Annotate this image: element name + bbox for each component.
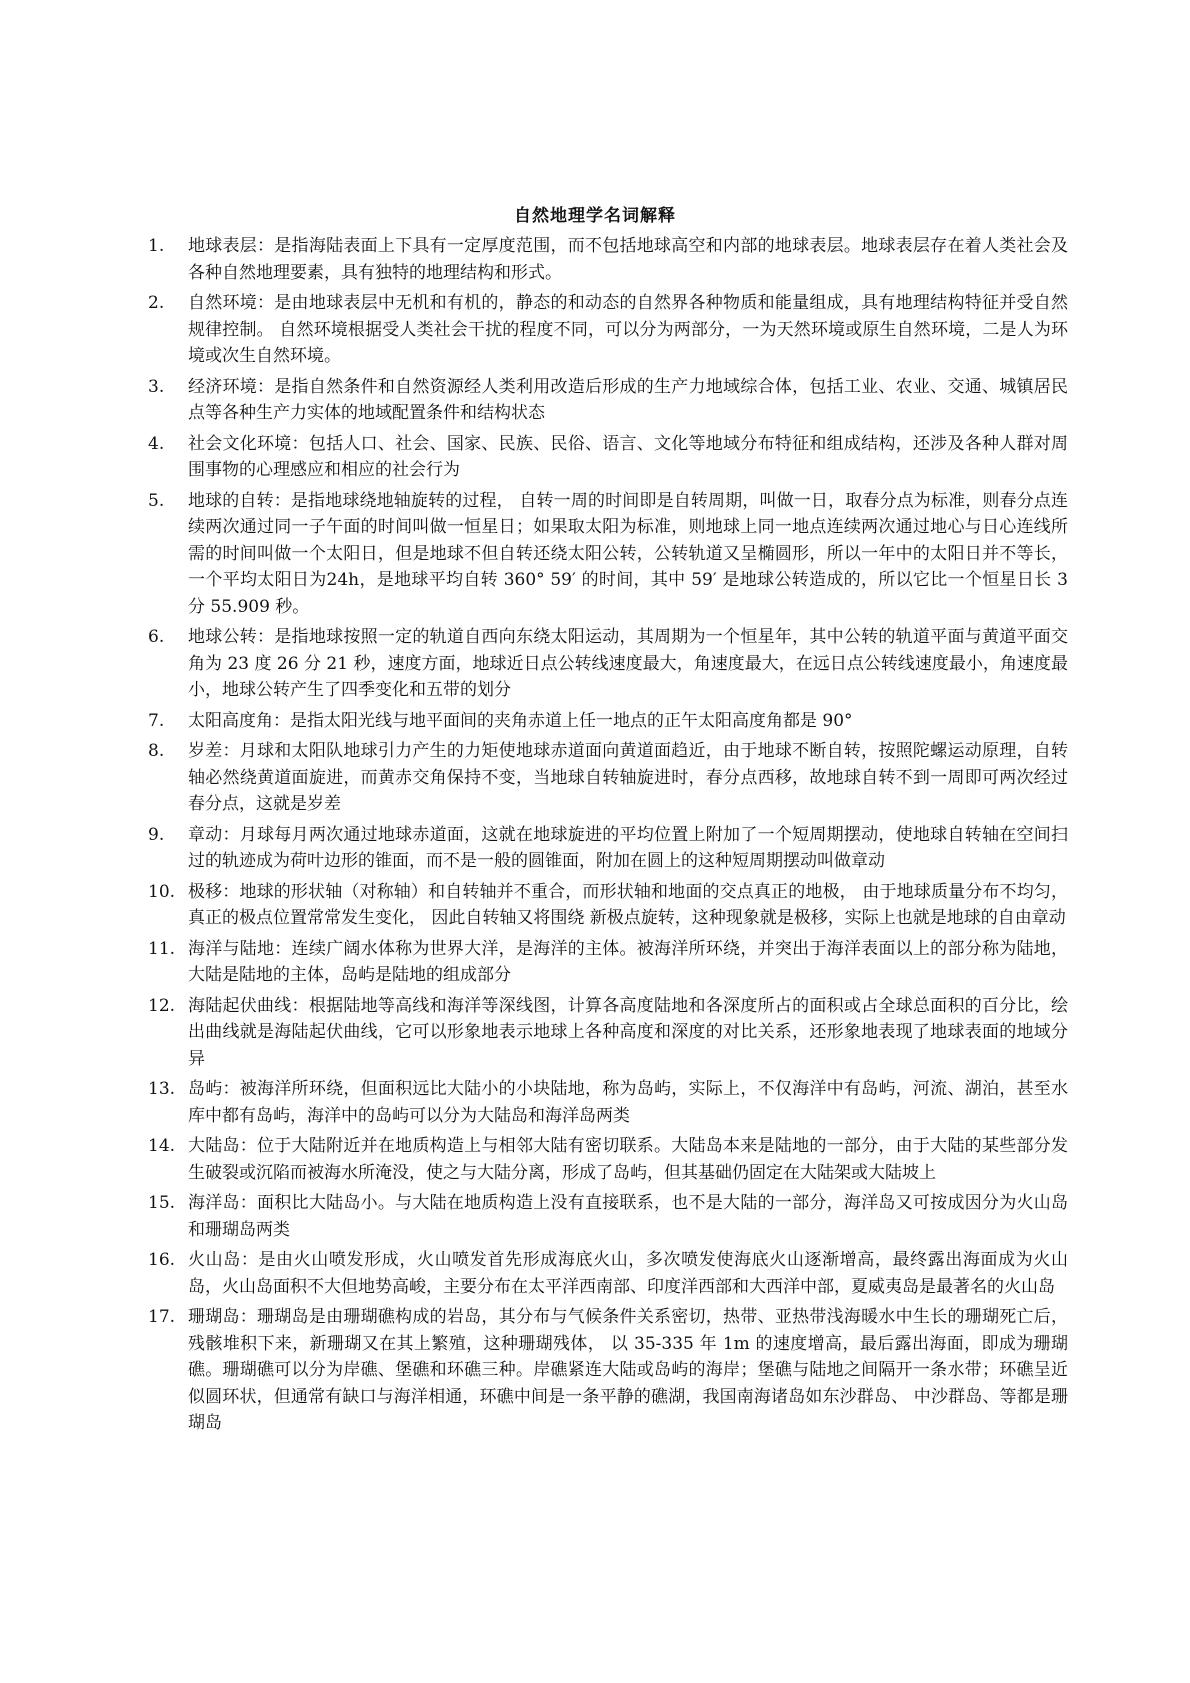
entry-number: 5.	[148, 490, 165, 511]
glossary-list	[148, 233, 1068, 1441]
entry-text: 社会文化环境：包括人口、社会、国家、民族、民俗、语言、文化等地域分布特征和组成结构，还涉及各种人群对周围事物的心理感应和相应的社会行为	[188, 433, 1068, 480]
glossary-entry	[148, 1190, 1068, 1243]
entry-number: 16.	[148, 1250, 176, 1270]
entry-text: 海洋与陆地：连续广阔水体称为世界大洋，是海洋的主体。被海洋所环绕，并突出于海洋表面以上的部分称为陆地，大陆是陆地的主体，岛屿是陆地的组成部分	[188, 938, 1068, 985]
entry-number: 2.	[148, 293, 165, 313]
entry-number: 8.	[148, 741, 165, 761]
glossary-entry	[148, 738, 1068, 818]
entry-text: 地球公转：是指地球按照一定的轨道自西向东绕太阳运动，其周期为一个恒星年，其中公转的轨道平面与黄道平面交角为 23 度 26 分 21 秒，速度方面，地球近日点公转线速度最大，角速度最大，在远日点公转线速度最小，角速度最小，地球公转产生了四季变化和五带的划分	[188, 627, 1068, 700]
entry-number: 1.	[148, 236, 165, 256]
glossary-entry	[148, 822, 1068, 875]
glossary-entry	[148, 1133, 1068, 1186]
entry-text: 珊瑚岛：珊瑚岛是由珊瑚礁构成的岩岛，其分布与气候条件关系密切，热带、亚热带浅海暖水中生长的珊瑚死亡后，残骸堆积下来，新珊瑚又在其上繁殖，这种珊瑚残体， 以 35-335 年 1m 的速度增高，最后露出海面，即成为珊瑚礁。珊瑚礁可以分为岸礁、堡礁和环礁三种。岸礁紧连大陆或岛屿的海岸；堡礁与陆地之间隔开一条水带；环礁呈近似圆环状，但通常有缺口与海洋相通，环礁中间是一条平静的礁湖，我国南海诸岛如东沙群岛、 中沙群岛、等都是珊瑚岛	[188, 1307, 1068, 1433]
entry-number: 6.	[148, 627, 165, 647]
entry-text: 地球的自转：是指地球绕地轴旋转的过程， 自转一周的时间即是自转周期，叫做一日，取春分点为标准，则春分点连续两次通过同一子午面的时间叫做一恒星日；如果取太阳为标准，则地球上同一地点连续两次通过地心与日心连线所需的时间叫做一个太阳日，但是地球不但自转还绕太阳公转，公转轨道又呈椭圆形，所以一年中的太阳日并不等长，一个平均太阳日为24h，是地球平均自转 360° 59′ 的时间，其中 59′ 是地球公转造成的，所以它比一个恒星日长 3 分 55.909 秒。	[188, 490, 1068, 617]
glossary-entry	[148, 290, 1068, 370]
entry-text: 地球表层：是指海陆表面上下具有一定厚度范围，而不包括地球高空和内部的地球表层。地球表层存在着人类社会及各种自然地理要素，具有独特的地理结构和形式。	[188, 236, 1068, 283]
entry-number: 13.	[148, 1079, 176, 1099]
entry-number: 14.	[148, 1136, 176, 1156]
entry-text: 火山岛：是由火山喷发形成，火山喷发首先形成海底火山，多次喷发使海底火山逐渐增高，最终露出海面成为火山岛，火山岛面积不大但地势高峻，主要分布在太平洋西南部、印度洋西部和大西洋中部，夏威夷岛是最著名的火山岛	[188, 1250, 1068, 1297]
entry-text: 章动：月球每月两次通过地球赤道面，这就在地球旋进的平均位置上附加了一个短周期摆动，使地球自转轴在空间扫过的轨迹成为荷叶边形的锥面，而不是一般的圆锥面，附加在圆上的这种短周期摆动叫做章动	[188, 824, 1068, 871]
glossary-entry	[148, 233, 1068, 286]
glossary-entry	[148, 374, 1068, 427]
entry-number: 15.	[148, 1193, 176, 1213]
entry-text: 岛屿：被海洋所环绕，但面积远比大陆小的小块陆地，称为岛屿，实际上，不仅海洋中有岛屿，河流、湖泊，甚至水库中都有岛屿，海洋中的岛屿可以分为大陆岛和海洋岛两类	[188, 1079, 1068, 1126]
entry-text: 极移：地球的形状轴（对称轴）和自转轴并不重合，而形状轴和地面的交点真正的地极， 由于地球质量分布不均匀，真正的极点位置常常发生变化， 因此自转轴又将围绕 新极点旋转，这种现象就是极移，实际上也就是地球的自由章动	[188, 881, 1068, 928]
entry-number: 11.	[148, 938, 176, 959]
entry-text: 自然环境：是由地球表层中无机和有机的，静态的和动态的自然界各种物质和能量组成，具有地理结构特征并受自然规律控制。 自然环境根据受人类社会干扰的程度不同，可以分为两部分，一为天然环境或原生自然环境，二是人为环境或次生自然环境。	[188, 293, 1068, 366]
entry-number: 10.	[148, 881, 176, 902]
glossary-entry	[148, 1076, 1068, 1129]
entry-text: 海洋岛：面积比大陆岛小。与大陆在地质构造上没有直接联系，也不是大陆的一部分，海洋岛又可按成因分为火山岛和珊瑚岛两类	[188, 1193, 1068, 1240]
glossary-entry	[148, 936, 1068, 989]
glossary-entry	[148, 993, 1068, 1073]
glossary-entry	[148, 1247, 1068, 1300]
entry-text: 太阳高度角：是指太阳光线与地平面间的夹角赤道上任一地点的正午太阳高度角都是 90°	[188, 710, 853, 731]
entry-text: 大陆岛：位于大陆附近并在地质构造上与相邻大陆有密切联系。大陆岛本来是陆地的一部分，由于大陆的某些部分发生破裂或沉陷而被海水所淹没，使之与大陆分离，形成了岛屿，但其基础仍固定在大陆架或大陆坡上	[188, 1136, 1068, 1183]
glossary-entry	[148, 879, 1068, 932]
glossary-entry	[148, 431, 1068, 484]
glossary-entry	[148, 1304, 1068, 1437]
entry-text: 岁差：月球和太阳队地球引力产生的力矩使地球赤道面向黄道面趋近，由于地球不断自转，按照陀螺运动原理，自转轴必然绕黄道面旋进，而黄赤交角保持不变，当地球自转轴旋进时，春分点西移，故地球自转不到一周即可两次经过春分点，这就是岁差	[188, 741, 1068, 814]
entry-number: 9.	[148, 824, 165, 845]
document-title: 自然地理学名词解释	[514, 206, 676, 226]
entry-number: 12.	[148, 995, 176, 1016]
entry-number: 7.	[148, 710, 165, 731]
entry-number: 3.	[148, 376, 165, 397]
entry-text: 经济环境：是指自然条件和自然资源经人类利用改造后形成的生产力地域综合体，包括工业、农业、交通、城镇居民点等各种生产力实体的地域配置条件和结构状态	[188, 376, 1068, 423]
entry-number: 4.	[148, 433, 165, 454]
entry-number: 17.	[148, 1307, 176, 1327]
glossary-entry	[148, 624, 1068, 704]
glossary-entry	[148, 488, 1068, 621]
glossary-entry	[148, 708, 1068, 735]
entry-text: 海陆起伏曲线：根据陆地等高线和海洋等深线图，计算各高度陆地和各深度所占的面积或占全球总面积的百分比，绘出曲线就是海陆起伏曲线，它可以形象地表示地球上各种高度和深度的对比关系，还形象地表现了地球表面的地域分异	[188, 995, 1068, 1069]
